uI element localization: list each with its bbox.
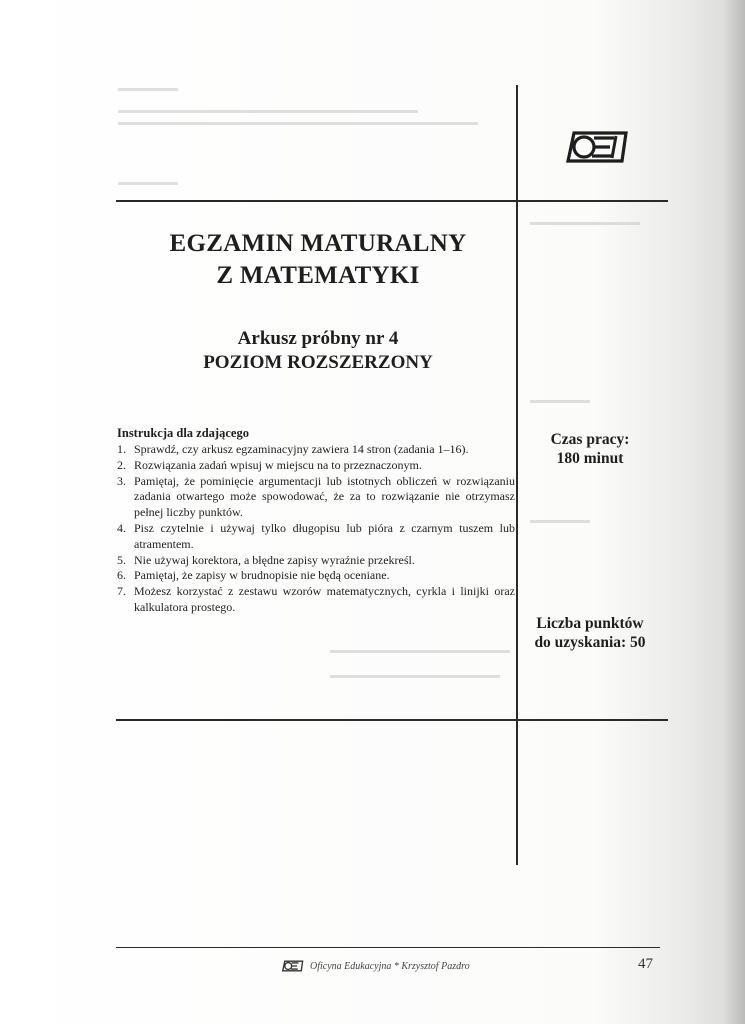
column-divider [516,85,518,865]
sheet-number: Arkusz próbny nr 4 [237,328,399,349]
top-rule [116,200,668,202]
instruction-text: Pamiętaj, że pominięcie argumentacji lub istotnych obliczeń w rozwiązaniu zadania otwartego może spowodować, że za to rozwiązanie nie otrzymasz pełnej liczby punktów. [134,473,515,520]
instruction-item [117,474,515,521]
instruction-item [117,568,515,584]
instruction-item [117,442,515,458]
work-time-value: 180 minut [556,450,624,467]
instructions-list [117,442,515,616]
work-time-label: Czas pracy: [550,431,630,448]
instruction-number: 1. [117,442,126,456]
instruction-number: 7. [117,584,126,599]
work-time-box [520,430,660,468]
instruction-text: Pisz czytelnie i używaj tylko długopisu lub pióra z czarnym tuszem lub atramentem. [134,520,515,551]
instruction-number: 3. [117,473,126,488]
footer [280,960,470,972]
bleed-through-line [118,110,418,113]
publisher-name: Oficyna Edukacyjna * Krzysztof Pazdro [310,960,470,972]
instruction-text: Rozwiązania zadań wpisuj w miejscu na to przeznaczonym. [134,457,422,472]
bleed-through-line [118,122,478,125]
instruction-text: Nie używaj korektora, a błędne zapisy wyraźnie przekreśl. [134,552,415,567]
bottom-rule [116,719,668,721]
footer-rule [116,947,660,948]
instruction-number: 4. [117,520,126,535]
bleed-through-line [118,182,178,185]
bleed-through-line [330,650,510,653]
bleed-through-line [530,222,640,225]
instruction-text: Pamiętaj, że zapisy w brudnopisie nie będą oceniane. [134,568,390,583]
oe-logo-icon [560,130,630,164]
exam-title-line1: EGZAMIN MATURALNY [169,230,467,257]
instruction-number: 2. [117,457,126,472]
instruction-item [117,521,515,553]
bleed-through-line [330,675,500,678]
instructions-heading: Instrukcja dla zdającego [117,426,249,440]
instruction-number: 6. [117,568,126,583]
instruction-item [117,458,515,474]
exam-level: POZIOM ROZSZERZONY [203,352,433,373]
page-number: 47 [638,956,653,972]
bleed-through-line [530,400,590,403]
points-box [520,614,660,652]
bleed-through-line [530,520,590,523]
instruction-text: Sprawdź, czy arkusz egzaminacyjny zawiera 14 stron (zadania 1–16). [134,442,469,456]
oe-logo-small-icon [280,960,304,972]
exam-title-line2: Z MATEMATYKI [216,262,420,289]
instruction-item [117,584,515,616]
instruction-text: Możesz korzystać z zestawu wzorów matematycznych, cyrkla i linijki oraz kalkulatora prostego. [134,584,515,614]
points-value: do uzyskania: 50 [534,634,646,651]
instruction-number: 5. [117,552,126,567]
points-label: Liczba punktów [536,615,644,632]
bleed-through-line [118,88,178,91]
instruction-item [117,553,515,569]
page-edge-shadow [723,0,745,1024]
